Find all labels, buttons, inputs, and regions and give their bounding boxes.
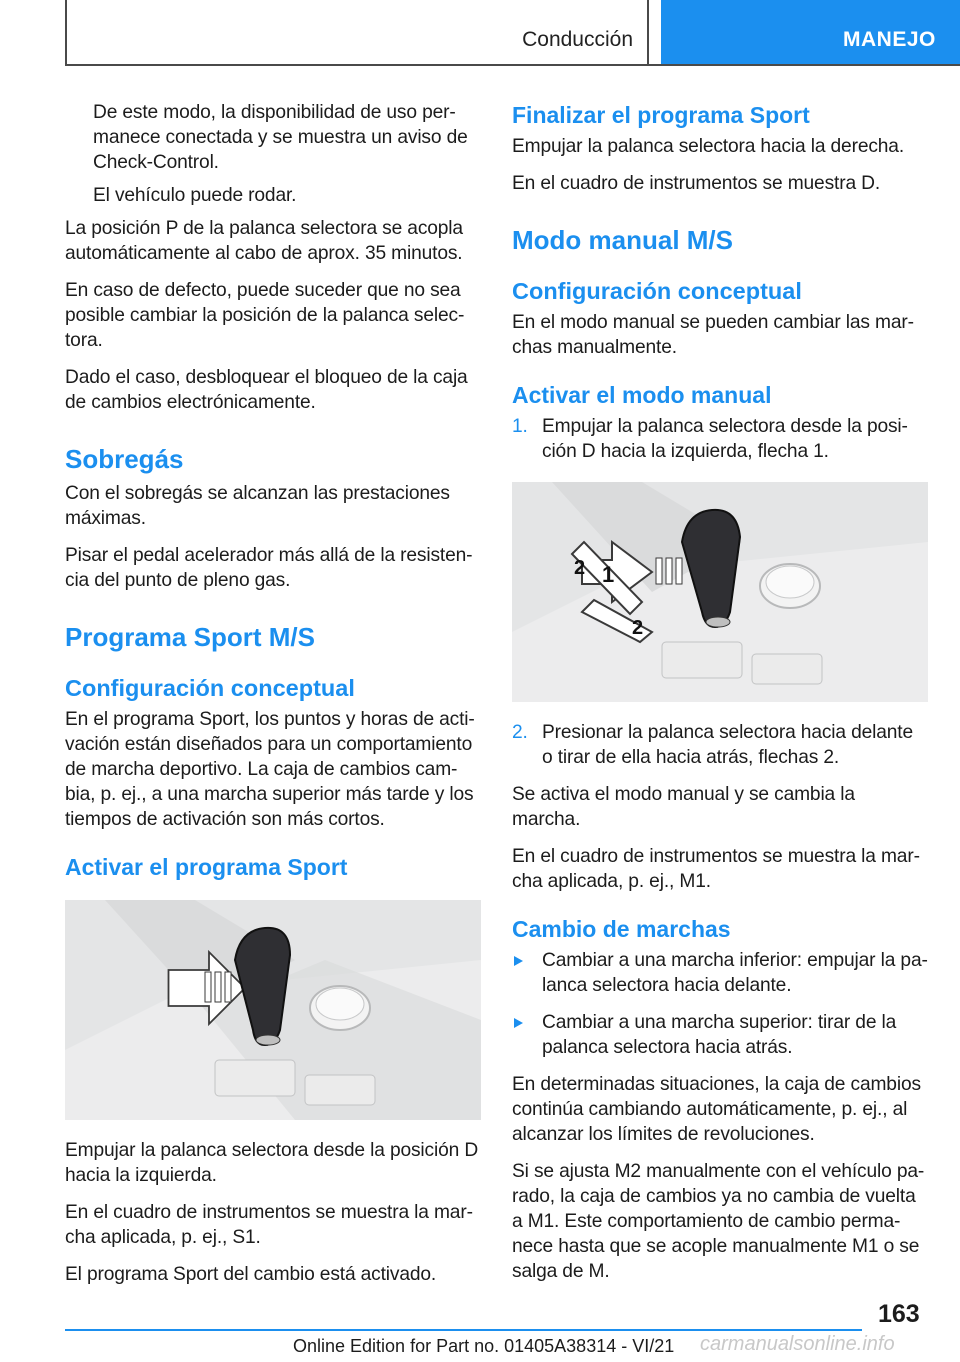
step-number: 2. xyxy=(512,722,528,743)
paragraph: De este modo, la disponibilidad de uso permanece conectada y se muestra un aviso de Check-Control. xyxy=(93,102,468,173)
heading-configuracion: Configuración conceptual xyxy=(65,675,355,701)
paragraph: En el cuadro de instrumentos se muestra la marcha aplicada, p. ej., M1. xyxy=(512,846,920,892)
heading-activar-manual: Activar el modo manual xyxy=(512,382,772,408)
steps-list xyxy=(512,720,928,770)
right-column xyxy=(512,100,928,1296)
header-section-title: Conducción xyxy=(522,28,633,51)
bullet-list xyxy=(512,948,928,1060)
list-item xyxy=(512,948,928,998)
paragraph: En caso de defecto, puede suceder que no sea posible cambiar la posición de la palanca selectora. xyxy=(65,280,465,351)
paragraph: Empujar la palanca selectora desde la posición D hacia la izquierda. xyxy=(65,1140,479,1186)
arrow-label-1: 1 xyxy=(602,562,615,587)
gear-selector-figure-manual xyxy=(512,482,928,702)
footer-edition: Online Edition for Part no. 01405A38314 - VI/21 xyxy=(293,1336,675,1356)
watermark: carmanualsonline.info xyxy=(700,1333,895,1355)
paragraph: Con el sobregás se alcanzan las prestaciones máximas. xyxy=(65,483,450,529)
list-item xyxy=(512,414,928,464)
paragraph: Dado el caso, desbloquear el bloqueo de la caja de cambios electrónicamente. xyxy=(65,367,468,413)
paragraph: Si se ajusta M2 manualmente con el vehículo parado, la caja de cambios ya no cambia de vuelta a M1. Este comportamiento de cambio permanece hasta que se acople manualmente M1 o se salga de M. xyxy=(512,1161,925,1282)
gear-selector-illustration xyxy=(512,482,928,702)
paragraph: En el cuadro de instrumentos se muestra la marcha aplicada, p. ej., S1. xyxy=(65,1202,473,1248)
bullet-text: Cambiar a una marcha superior: tirar de la palanca selectora hacia atrás. xyxy=(542,1012,897,1058)
heading-finalizar-sport: Finalizar el programa Sport xyxy=(512,102,810,128)
heading-modo-manual: Modo manual M/S xyxy=(512,225,733,255)
step-text: Presionar la palanca selectora hacia delante o tirar de ella hacia atrás, flechas 2. xyxy=(542,722,913,768)
list-item xyxy=(512,1010,928,1060)
heading-programa-sport: Programa Sport M/S xyxy=(65,622,315,652)
list-item xyxy=(512,720,928,770)
left-column xyxy=(65,100,481,1299)
bullet-text: Cambiar a una marcha inferior: empujar la palanca selectora hacia delante. xyxy=(542,950,928,996)
gear-selector-figure-sport xyxy=(65,900,481,1120)
heading-sobregas: Sobregás xyxy=(65,444,184,474)
gear-selector-illustration xyxy=(65,900,481,1120)
arrow-label-2-top: 2 xyxy=(574,557,586,579)
header-chapter-tab xyxy=(661,0,960,64)
paragraph: El programa Sport del cambio está activado. xyxy=(65,1264,437,1285)
heading-activar-sport: Activar el programa Sport xyxy=(65,854,348,880)
header-chapter-title: MANEJO xyxy=(843,28,936,51)
triangle-bullet-icon xyxy=(514,956,523,966)
page-number: 163 xyxy=(878,1300,920,1328)
header-rule xyxy=(65,64,960,66)
triangle-bullet-icon xyxy=(514,1018,523,1028)
heading-configuracion: Configuración conceptual xyxy=(512,278,802,304)
steps-list xyxy=(512,414,928,464)
paragraph: Se activa el modo manual y se cambia la marcha. xyxy=(512,784,855,830)
paragraph: Pisar el pedal acelerador más allá de la resistencia del punto de pleno gas. xyxy=(65,545,473,591)
paragraph: En determinadas situaciones, la caja de cambios continúa cambiando automáticamente, p. ej., al alcanzar los límites de revoluciones. xyxy=(512,1074,921,1145)
header-section-tab xyxy=(65,0,649,64)
paragraph: Empujar la palanca selectora hacia la derecha. xyxy=(512,136,905,157)
paragraph: El vehículo puede rodar. xyxy=(93,185,297,206)
footer-rule xyxy=(65,1329,862,1331)
step-number: 1. xyxy=(512,416,528,437)
paragraph: La posición P de la palanca selectora se acopla automáticamente al cabo de aprox. 35 minutos. xyxy=(65,218,463,264)
paragraph: En el programa Sport, los puntos y horas de activación están diseñados para un comportamiento de marcha deportivo. La caja de cambios cambia, p. ej., a una marcha superior más tarde y los tiempos de activación son más cortos. xyxy=(65,709,475,830)
arrow-label-2-bottom: 2 xyxy=(632,617,644,639)
heading-cambio-marchas: Cambio de marchas xyxy=(512,916,731,942)
paragraph: En el cuadro de instrumentos se muestra D. xyxy=(512,173,881,194)
paragraph: En el modo manual se pueden cambiar las marchas manualmente. xyxy=(512,312,915,358)
step-text: Empujar la palanca selectora desde la posición D hacia la izquierda, flecha 1. xyxy=(542,416,908,462)
